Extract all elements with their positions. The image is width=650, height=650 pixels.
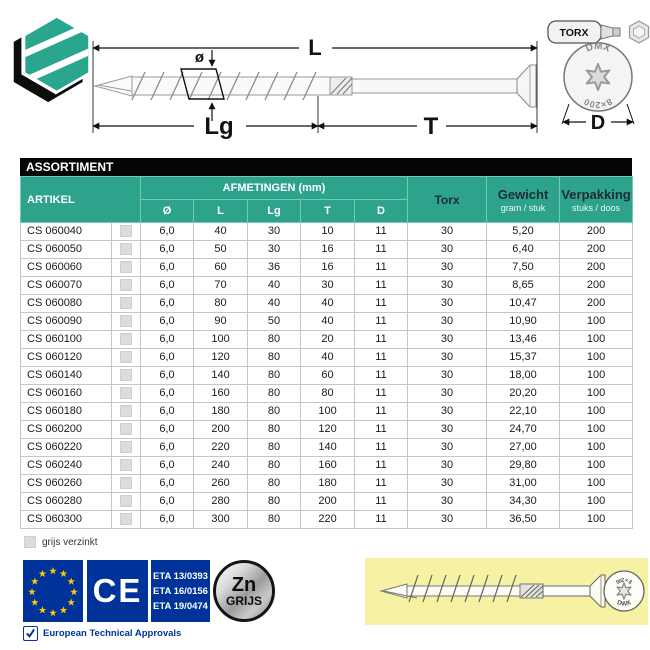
l-cell: 90 [194,313,248,331]
l-cell: 60 [194,259,248,277]
t-cell: 10 [301,223,355,241]
d-cell: 11 [355,493,408,511]
lg-cell: 80 [248,403,301,421]
artikel-cell: CS 060140 [21,367,112,385]
zn-sub-label: GRIJS [225,593,262,608]
table-row [21,493,633,511]
artikel-cell: CS 060050 [21,241,112,259]
table-row [21,295,633,313]
verpakking-cell: 100 [560,331,633,349]
diameter-cell: 6,0 [141,313,194,331]
verpakking-cell: 100 [560,313,633,331]
gewicht-cell: 34,30 [487,493,560,511]
d-cell: 11 [355,511,408,529]
table-row [21,349,633,367]
grey-finish-swatch [120,297,132,309]
table-row [21,277,633,295]
d-cell: 11 [355,313,408,331]
lg-cell: 40 [248,295,301,313]
torx-cell: 30 [408,241,487,259]
gewicht-cell: 20,20 [487,385,560,403]
eta-line: ETA 16/0156 [153,585,208,597]
diameter-cell: 6,0 [141,385,194,403]
grey-finish-swatch [120,441,132,453]
table-row [21,439,633,457]
artikel-cell: CS 060080 [21,295,112,313]
verpakking-cell: 200 [560,223,633,241]
diameter-cell: 6,0 [141,367,194,385]
col-header-lg: Lg [248,200,301,223]
finish-swatch-cell [112,223,141,241]
l-cell: 40 [194,223,248,241]
finish-legend [24,536,98,548]
lg-cell: 80 [248,457,301,475]
t-cell: 16 [301,241,355,259]
torx-cell: 30 [408,421,487,439]
lg-cell: 80 [248,331,301,349]
gewicht-cell: 22,10 [487,403,560,421]
torx-cell: 30 [408,493,487,511]
col-header-l: L [194,200,248,223]
l-cell: 180 [194,403,248,421]
t-cell: 200 [301,493,355,511]
d-cell: 11 [355,457,408,475]
d-cell: 11 [355,421,408,439]
d-cell: 11 [355,223,408,241]
table-row [21,367,633,385]
l-cell: 120 [194,349,248,367]
grey-finish-swatch [120,477,132,489]
table-row [21,421,633,439]
eu-flag [23,560,83,622]
torx-cell: 30 [408,331,487,349]
assortment-table [20,158,632,529]
torx-cell: 30 [408,223,487,241]
artikel-cell: CS 060120 [21,349,112,367]
gewicht-cell: 10,90 [487,313,560,331]
finish-swatch-cell [112,295,141,313]
verpakking-cell: 100 [560,421,633,439]
table-title-bar: ASSORTIMENT [20,158,632,176]
table-row [21,241,633,259]
gewicht-cell: 15,37 [487,349,560,367]
artikel-cell: CS 060090 [21,313,112,331]
artikel-cell: CS 060060 [21,259,112,277]
artikel-cell: CS 060200 [21,421,112,439]
artikel-cell: CS 060070 [21,277,112,295]
diameter-cell: 6,0 [141,295,194,313]
col-header-gewicht-sub: gram / stuk [500,202,546,213]
t-cell: 60 [301,367,355,385]
l-cell: 100 [194,331,248,349]
t-cell: 120 [301,421,355,439]
ce-label: CE [92,572,143,609]
torx-bit-label: TORX [559,27,589,39]
artikel-cell: CS 060180 [21,403,112,421]
diameter-cell: 6,0 [141,475,194,493]
verpakking-cell: 100 [560,475,633,493]
t-cell: 40 [301,313,355,331]
finish-swatch-cell [112,349,141,367]
verpakking-cell: 100 [560,367,633,385]
torx-cell: 30 [408,367,487,385]
grey-finish-swatch [120,261,132,273]
lg-cell: 80 [248,493,301,511]
lg-cell: 80 [248,421,301,439]
l-cell: 240 [194,457,248,475]
table-row [21,511,633,529]
finish-swatch-cell [112,421,141,439]
l-cell: 50 [194,241,248,259]
finish-swatch-cell [112,457,141,475]
d-cell: 11 [355,367,408,385]
lg-cell: 50 [248,313,301,331]
artikel-cell: CS 060040 [21,223,112,241]
artikel-cell: CS 060280 [21,493,112,511]
screw-head-top-view [564,41,632,111]
grey-finish-swatch [120,423,132,435]
packaging-visual [365,558,648,625]
d-cell: 11 [355,403,408,421]
table-row [21,331,633,349]
lg-cell: 80 [248,367,301,385]
gewicht-cell: 36,50 [487,511,560,529]
verpakking-cell: 100 [560,385,633,403]
head-brand-marking: DMX [584,40,612,55]
packaging-screw-drawing [365,558,648,625]
lg-cell: 80 [248,349,301,367]
lg-cell: 80 [248,511,301,529]
finish-swatch-cell [112,277,141,295]
verpakking-cell: 100 [560,493,633,511]
t-cell: 40 [301,349,355,367]
col-header-verpakking [560,177,633,223]
torx-cell: 30 [408,259,487,277]
eta-approvals-line [23,626,181,641]
col-header-artikel: ARTIKEL [21,177,141,223]
finish-swatch-cell [112,511,141,529]
finish-swatch-cell [112,475,141,493]
grey-finish-swatch [120,279,132,291]
grey-finish-swatch [120,369,132,381]
verpakking-cell: 200 [560,241,633,259]
table-row [21,223,633,241]
t-cell: 40 [301,295,355,313]
table-body [21,223,633,529]
l-cell: 200 [194,421,248,439]
verpakking-cell: 100 [560,457,633,475]
l-cell: 80 [194,295,248,313]
l-cell: 70 [194,277,248,295]
gewicht-cell: 31,00 [487,475,560,493]
col-header-gewicht-label: Gewicht [497,186,549,202]
l-cell: 260 [194,475,248,493]
grey-finish-swatch [120,387,132,399]
verpakking-cell: 200 [560,259,633,277]
d-cell: 11 [355,349,408,367]
d-cell: 11 [355,439,408,457]
t-cell: 20 [301,331,355,349]
table-header [21,177,633,223]
t-cell: 140 [301,439,355,457]
table-row [21,385,633,403]
d-cell: 11 [355,277,408,295]
ce-mark [87,560,148,622]
diameter-cell: 6,0 [141,331,194,349]
verpakking-cell: 100 [560,511,633,529]
torx-cell: 30 [408,313,487,331]
lg-cell: 80 [248,385,301,403]
lg-cell: 80 [248,439,301,457]
artikel-cell: CS 060260 [21,475,112,493]
torx-cell: 30 [408,457,487,475]
diameter-cell: 6,0 [141,259,194,277]
zn-label: Zn [231,573,257,596]
finish-swatch-cell [112,259,141,277]
l-cell: 280 [194,493,248,511]
t-cell: 16 [301,259,355,277]
verpakking-cell: 200 [560,295,633,313]
finish-swatch-cell [112,385,141,403]
l-cell: 220 [194,439,248,457]
verpakking-cell: 200 [560,277,633,295]
table-row [21,313,633,331]
d-cell: 11 [355,385,408,403]
torx-cell: 30 [408,385,487,403]
lg-cell: 30 [248,223,301,241]
diameter-cell: 6,0 [141,457,194,475]
d-cell: 11 [355,475,408,493]
d-cell: 11 [355,259,408,277]
col-group-afmetingen: AFMETINGEN (mm) [141,177,408,200]
l-cell: 300 [194,511,248,529]
t-cell: 220 [301,511,355,529]
artikel-cell: CS 060240 [21,457,112,475]
table-row [21,259,633,277]
col-header-verpakking-label: Verpakking [561,186,631,202]
screw-side-view [95,65,536,107]
table-row [21,457,633,475]
finish-swatch-cell [112,493,141,511]
diameter-cell: 6,0 [141,277,194,295]
verpakking-cell: 100 [560,349,633,367]
diameter-cell: 6,0 [141,421,194,439]
verpakking-cell: 100 [560,439,633,457]
t-cell: 180 [301,475,355,493]
checkbox-checked-icon [23,626,38,641]
torx-cell: 30 [408,439,487,457]
diameter-cell: 6,0 [141,223,194,241]
diameter-cell: 6,0 [141,493,194,511]
grey-finish-swatch [120,513,132,525]
gewicht-cell: 8,65 [487,277,560,295]
technical-drawing [0,0,650,152]
finish-swatch-cell [112,313,141,331]
gewicht-cell: 10,47 [487,295,560,313]
col-header-verpakking-sub: stuks / doos [572,202,621,213]
packaging-head-size-marking: 8 × 200 [614,576,634,585]
grey-finish-swatch [120,495,132,507]
t-cell: 160 [301,457,355,475]
grey-finish-swatch [120,351,132,363]
l-cell: 160 [194,385,248,403]
gewicht-cell: 24,70 [487,421,560,439]
d-cell: 11 [355,241,408,259]
grey-finish-swatch [24,536,36,548]
diameter-cell: 6,0 [141,241,194,259]
gewicht-cell: 18,00 [487,367,560,385]
zinc-grey-badge [213,560,275,622]
t-cell: 80 [301,385,355,403]
lg-cell: 30 [248,241,301,259]
torx-cell: 30 [408,277,487,295]
torx-cell: 30 [408,475,487,493]
dim-label-diameter: ø [194,49,204,66]
torx-cell: 30 [408,349,487,367]
hex-nut-icon [630,21,649,43]
dim-label-t: T [423,113,439,140]
packaging-head-brand-marking: DWX [615,599,633,608]
artikel-cell: CS 060160 [21,385,112,403]
gewicht-cell: 13,46 [487,331,560,349]
eta-line: ETA 13/0393 [153,570,208,582]
col-header-t: T [301,200,355,223]
finish-swatch-cell [112,331,141,349]
finish-swatch-cell [112,241,141,259]
diameter-cell: 6,0 [141,511,194,529]
finish-swatch-cell [112,439,141,457]
verpakking-cell: 100 [560,403,633,421]
l-cell: 140 [194,367,248,385]
torx-cell: 30 [408,403,487,421]
gewicht-cell: 29,80 [487,457,560,475]
gewicht-cell: 7,50 [487,259,560,277]
torx-bit-icon [548,21,620,43]
artikel-cell: CS 060220 [21,439,112,457]
dim-label-l: L [308,35,322,60]
lg-cell: 36 [248,259,301,277]
grey-finish-swatch [120,405,132,417]
diameter-cell: 6,0 [141,349,194,367]
grey-finish-swatch [120,225,132,237]
dim-label-d: D [590,112,606,134]
col-header-gewicht [487,177,560,223]
lg-cell: 40 [248,277,301,295]
lg-cell: 80 [248,475,301,493]
d-cell: 11 [355,331,408,349]
grey-finish-swatch [120,315,132,327]
torx-cell: 30 [408,295,487,313]
approvals-label: European Technical Approvals [43,628,182,639]
diameter-cell: 6,0 [141,403,194,421]
artikel-cell: CS 060100 [21,331,112,349]
gewicht-cell: 6,40 [487,241,560,259]
torx-cell: 30 [408,511,487,529]
col-header-torx: Torx [408,177,487,223]
grey-finish-swatch [120,459,132,471]
head-size-marking: 8×200 [582,96,614,111]
col-header-diameter: Ø [141,200,194,223]
t-cell: 100 [301,403,355,421]
diameter-cell: 6,0 [141,439,194,457]
grey-finish-swatch [120,333,132,345]
grey-finish-swatch [120,243,132,255]
table-row [21,403,633,421]
dim-label-lg: Lg [204,113,234,140]
finish-swatch-cell [112,403,141,421]
gewicht-cell: 5,20 [487,223,560,241]
finish-swatch-cell [112,367,141,385]
gewicht-cell: 27,00 [487,439,560,457]
col-header-d: D [355,200,408,223]
eta-approvals-block [151,560,210,622]
eta-line: ETA 19/0474 [153,600,208,612]
artikel-cell: CS 060300 [21,511,112,529]
t-cell: 30 [301,277,355,295]
finish-legend-label: grijs verzinkt [42,536,98,548]
table-row [21,475,633,493]
d-cell: 11 [355,295,408,313]
